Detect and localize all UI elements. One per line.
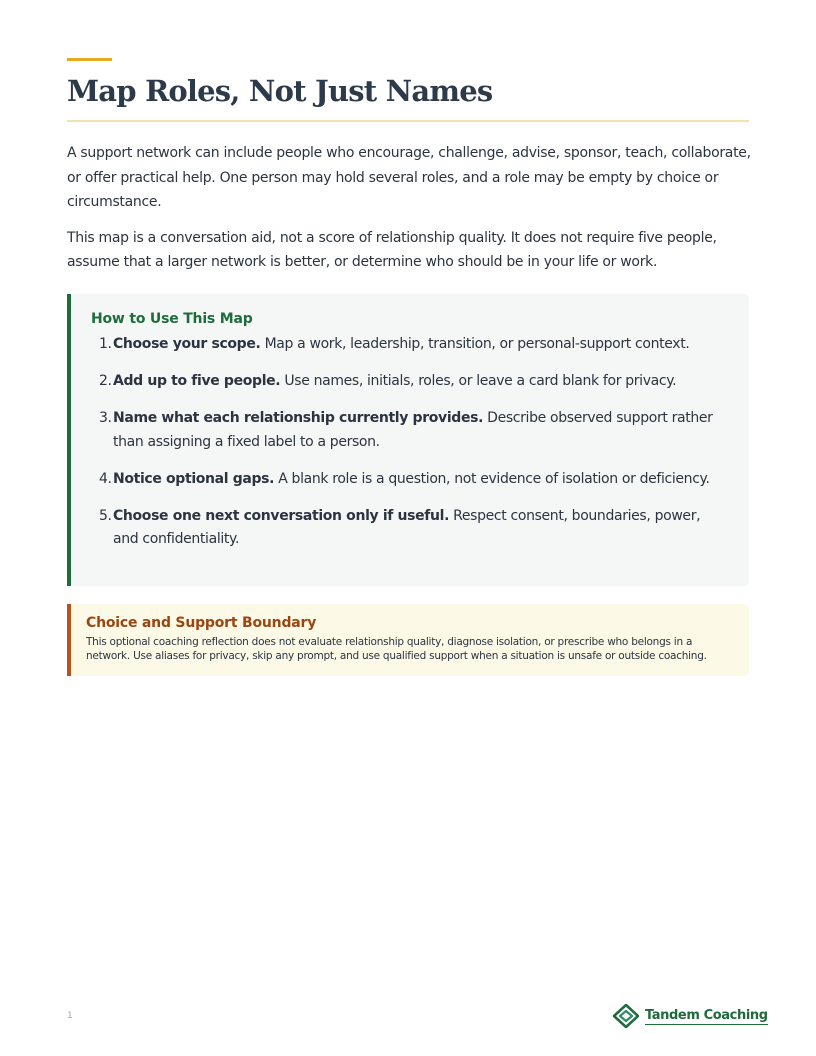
step-item	[91, 407, 729, 454]
step-heading: Add up to five people.	[113, 373, 281, 389]
step-number: 2.	[99, 373, 112, 389]
step-item	[91, 468, 729, 492]
title-accent-bar	[67, 58, 112, 61]
intro-paragraph: This map is a conversation aid, not a score of relationship quality. It does not require five people, assume that a larger network is better, or determine who should be in your life or work.	[67, 229, 717, 270]
step-heading: Name what each relationship currently provides.	[113, 410, 484, 426]
step-number: 4.	[99, 470, 112, 487]
step-heading: Choose one next conversation only if useful.	[113, 507, 450, 524]
step-number: 1.	[99, 336, 112, 352]
brand-logo	[613, 1004, 768, 1028]
step-number: 3.	[99, 410, 112, 426]
step-heading: Choose your scope.	[113, 336, 261, 352]
step-item	[91, 370, 729, 394]
step-text: A blank role is a question, not evidence of isolation or deficiency.	[274, 470, 710, 487]
intro-paragraph: A support network can include people who encourage, challenge, advise, sponsor, teach, collaborate, or offer practical help. One person may hold several roles, and a role may be empty by choice or circumstance.	[67, 145, 751, 210]
boundary-text: This optional coaching reflection does not evaluate relationship quality, diagnose isolation, or prescribe who belongs in a network. Use aliases for privacy, skip any prompt, and use qualified support when a situation is unsafe or outside coaching.	[86, 636, 707, 662]
intro-section	[67, 141, 751, 286]
page-number: 1	[67, 1011, 73, 1021]
step-text: Describe observed support rather than assigning a fixed label to a person.	[113, 410, 713, 450]
step-item	[91, 333, 729, 357]
how-to-callout	[67, 294, 749, 586]
step-item	[91, 505, 729, 552]
how-to-title: How to Use This Map	[91, 311, 253, 327]
step-text: Respect consent, boundaries, power, and confidentiality.	[113, 507, 701, 547]
boundary-title: Choice and Support Boundary	[86, 615, 317, 631]
diamond-logo-icon	[613, 1004, 639, 1028]
step-text: Use names, initials, roles, or leave a card blank for privacy.	[280, 373, 677, 389]
step-number: 5.	[99, 507, 112, 524]
brand-name: Tandem Coaching	[645, 1007, 768, 1023]
step-text: Map a work, leadership, transition, or personal-support context.	[260, 336, 690, 352]
title-divider	[67, 120, 749, 122]
boundary-callout	[67, 604, 749, 676]
steps-list	[91, 333, 729, 552]
step-heading: Notice optional gaps.	[113, 470, 275, 487]
page-title: Map Roles, Not Just Names	[67, 74, 493, 108]
